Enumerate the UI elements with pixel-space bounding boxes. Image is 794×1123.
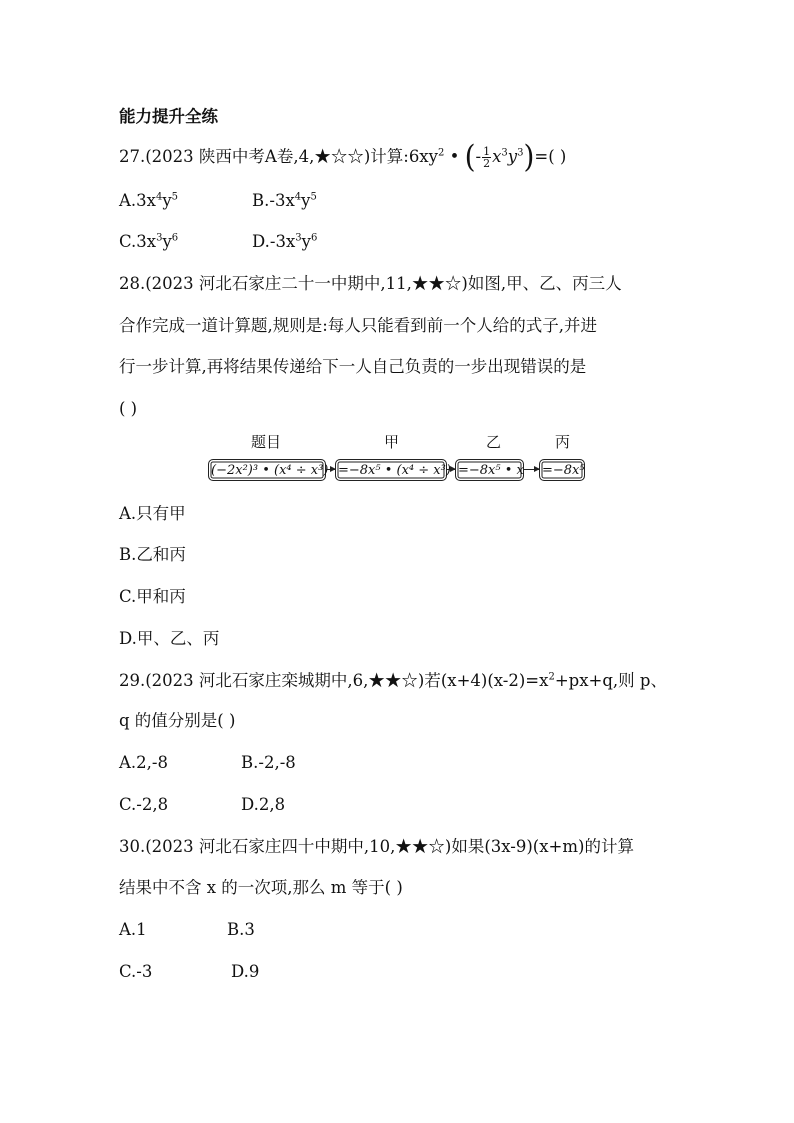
q28-option-b[interactable]: B.乙和丙 xyxy=(119,545,186,564)
q29-option-b[interactable]: B.-2,-8 xyxy=(241,753,296,772)
q27-minus: - xyxy=(475,147,482,166)
diagram-box-yi: =−8x⁵ • x xyxy=(455,459,524,481)
q28-diagram xyxy=(208,432,588,488)
q29-option-d[interactable]: D.2,8 xyxy=(241,795,286,814)
diagram-box-bing: =−8x⁵ xyxy=(539,459,585,481)
q27-fraction xyxy=(482,146,491,169)
q27-dot: • xyxy=(449,147,460,166)
q28-option-a[interactable]: A.只有甲 xyxy=(119,504,186,523)
q27-stem-prefix: 27.(2023 陕西中考A卷,4,★☆☆)计算:6xy xyxy=(119,147,438,166)
q29-option-c[interactable]: C.-2,8 xyxy=(119,795,169,814)
q27-suffix: =( ) xyxy=(534,147,567,166)
q27-exp-y: 3 xyxy=(517,147,524,159)
q27-frac-num: 1 xyxy=(483,145,491,158)
q30-option-d[interactable]: D.9 xyxy=(231,962,260,981)
diagram-label-problem: 题目 xyxy=(251,433,282,451)
q30-option-b[interactable]: B.3 xyxy=(227,920,255,939)
q30-option-a[interactable]: A.1 xyxy=(119,920,147,939)
q27-option-b[interactable]: $B.-3x^4y^5$ xyxy=(252,191,317,210)
q27-right-paren: ) xyxy=(523,138,535,175)
q28-option-c[interactable]: C.甲和丙 xyxy=(119,587,186,606)
q28-stem-line-2: 合作完成一道计算题,规则是:每人只能看到前一个人给的式子,并进 xyxy=(119,316,598,335)
diagram-arrow-2 xyxy=(447,469,455,470)
q27-exp-x: 3 xyxy=(501,147,508,159)
q28-stem-line-1: 28.(2023 河北石家庄二十一中期中,11,★★☆)如图,甲、乙、丙三人 xyxy=(119,274,622,293)
q29-stem-line-1: 29.(2023 河北石家庄栾城期中,6,★★☆)若$(x+4)(x-2)=x^2+px+q$,则 p、 xyxy=(119,671,667,690)
q30-stem-line-2: 结果中不含 x 的一次项,那么 m 等于( ) xyxy=(119,878,403,897)
q30-stem-line-1: 30.(2023 河北石家庄四十中期中,10,★★☆)如果(3x-9)(x+m)的计算 xyxy=(119,837,634,856)
q27-option-a[interactable]: $A.3x^4y^5$ xyxy=(119,191,179,210)
diagram-arrow-3 xyxy=(524,469,539,470)
q28-stem-line-3: 行一步计算,再将结果传递给下一人自己负责的一步出现错误的是 xyxy=(119,357,587,376)
q29-stem-line-2: q 的值分别是( ) xyxy=(119,711,236,730)
q27-exp-2: 2 xyxy=(437,147,445,159)
q27-frac-den: 2 xyxy=(483,157,491,170)
q27-option-d[interactable]: $D.-3x^3y^6$ xyxy=(252,232,318,251)
diagram-label-yi: 乙 xyxy=(486,433,502,451)
diagram-label-bing: 丙 xyxy=(555,433,571,451)
q27-option-c[interactable]: $C.3x^3y^6$ xyxy=(119,232,179,251)
q27-left-paren: ( xyxy=(464,138,476,175)
q28-answer-paren: ( ) xyxy=(119,399,138,418)
q27-y: y xyxy=(507,147,518,166)
q29-option-a[interactable]: A.2,-8 xyxy=(119,753,168,772)
diagram-box-problem: (−2x²)³ • (x⁴ ÷ x³) xyxy=(208,459,326,481)
diagram-label-jia: 甲 xyxy=(384,433,400,451)
question-27-stem xyxy=(119,138,567,175)
diagram-box-jia: =−8x⁵ • (x⁴ ÷ x³) xyxy=(335,459,447,481)
diagram-arrow-1 xyxy=(326,469,335,470)
q27-x: x xyxy=(492,147,502,166)
section-title: 能力提升全练 xyxy=(119,107,218,126)
q30-option-c[interactable]: C.-3 xyxy=(119,962,153,981)
q28-option-d[interactable]: D.甲、乙、丙 xyxy=(119,629,220,648)
